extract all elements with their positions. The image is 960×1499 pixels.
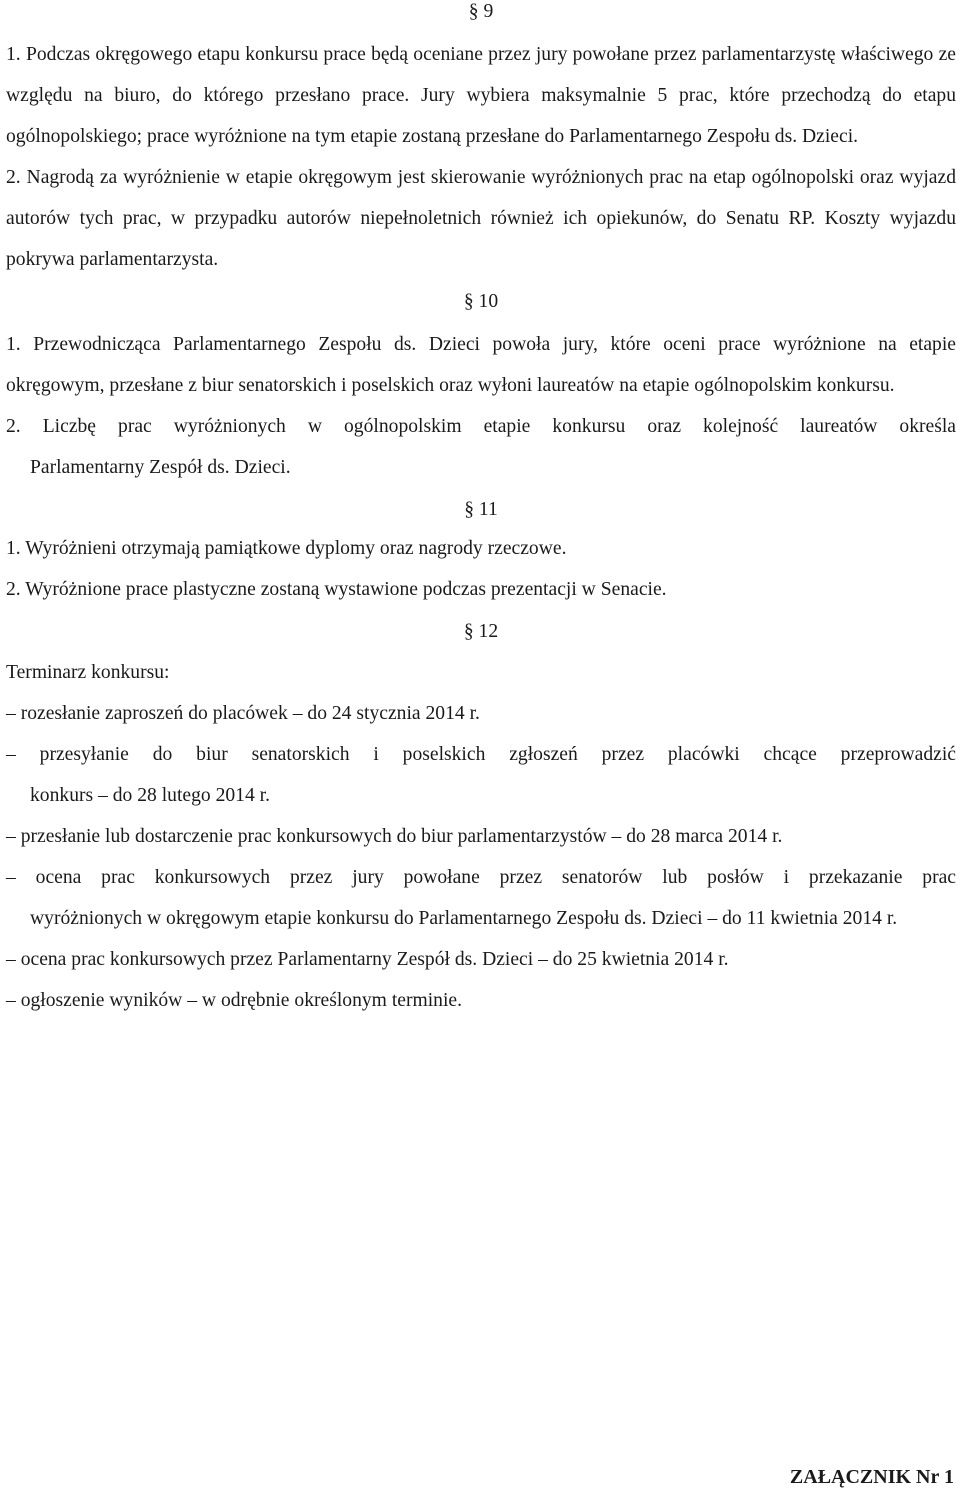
section-heading-12: § 12 bbox=[463, 621, 499, 642]
document-page bbox=[6, 0, 956, 1021]
section-heading-9: § 9 bbox=[468, 1, 494, 22]
section-heading-10: § 10 bbox=[463, 291, 499, 312]
timeline-item-text: – ocena prac konkursowych przez Parlamentarny Zespół ds. Dzieci – do 25 kwietnia 2014 r. bbox=[6, 949, 729, 970]
timeline-item-text: – przesłanie lub dostarczenie prac konkursowych do biur parlamentarzystów – do 28 marca 2014 r. bbox=[6, 826, 783, 847]
paragraph-11-2: 2. Wyróżnione prace plastyczne zostaną wystawione podczas prezentacji w Senacie. bbox=[6, 579, 667, 600]
timeline-item bbox=[6, 857, 956, 939]
paragraph-9-2: 2. Nagrodą za wyróżnienie w etapie okręgowym jest skierowanie wyróżnionych prac na etap ogólnopolski oraz wyjazd autorów tych prac, w przypadku autorów niepełnoletnich również ich opiekunów, do Senatu RP. Koszty wyjazdu pokrywa parlamentarzysta. bbox=[6, 167, 956, 270]
timeline-item-text: – przesyłanie do biur senatorskich i poselskich zgłoszeń przez placówki chcące przeprowadzić bbox=[6, 744, 956, 765]
timeline-item-text: – ocena prac konkursowych przez jury powołane przez senatorów lub posłów i przekazanie prac bbox=[6, 867, 956, 888]
timeline-item-continuation: wyróżnionych w okręgowym etapie konkursu do Parlamentarnego Zespołu ds. Dzieci – do 11 kwietnia 2014 r. bbox=[30, 908, 898, 929]
section-heading-11: § 11 bbox=[464, 499, 498, 520]
timeline-heading: Terminarz konkursu: bbox=[6, 662, 170, 683]
attachment-label: ZAŁĄCZNIK Nr 1 bbox=[789, 1466, 954, 1488]
timeline-item bbox=[6, 693, 956, 734]
paragraph-9-1: 1. Podczas okręgowego etapu konkursu prace będą oceniane przez jury powołane przez parlamentarzystę właściwego ze względu na biuro, do którego przesłano prace. Jury wybiera maksymalnie 5 prac, które przechodzą do etapu ogólnopolskiego; prace wyróżnione na tym etapie zostaną przesłane do Parlamentarnego Zespołu ds. Dzieci. bbox=[6, 44, 956, 147]
paragraph-11-1: 1. Wyróżnieni otrzymają pamiątkowe dyplomy oraz nagrody rzeczowe. bbox=[6, 538, 567, 559]
timeline-list bbox=[6, 693, 956, 1021]
timeline-item bbox=[6, 939, 956, 980]
timeline-item bbox=[6, 734, 956, 816]
timeline-item bbox=[6, 980, 956, 1021]
timeline-item-continuation: konkurs – do 28 lutego 2014 r. bbox=[30, 785, 271, 806]
paragraph-10-1: 1. Przewodnicząca Parlamentarnego Zespołu ds. Dzieci powoła jury, które oceni prace wyróżnione na etapie okręgowym, przesłane z biur senatorskich i poselskich oraz wyłoni laureatów na etapie ogólnopolskim konkursu. bbox=[6, 334, 956, 396]
timeline-item-text: – rozesłanie zaproszeń do placówek – do 24 stycznia 2014 r. bbox=[6, 703, 480, 724]
paragraph-10-2-line1: 2. Liczbę prac wyróżnionych w ogólnopolskim etapie konkursu oraz kolejność laureatów określa bbox=[6, 416, 956, 437]
timeline-item-text: – ogłoszenie wyników – w odrębnie określonym terminie. bbox=[6, 990, 463, 1011]
timeline-item bbox=[6, 816, 956, 857]
paragraph-10-2-line2: Parlamentarny Zespół ds. Dzieci. bbox=[30, 457, 291, 478]
